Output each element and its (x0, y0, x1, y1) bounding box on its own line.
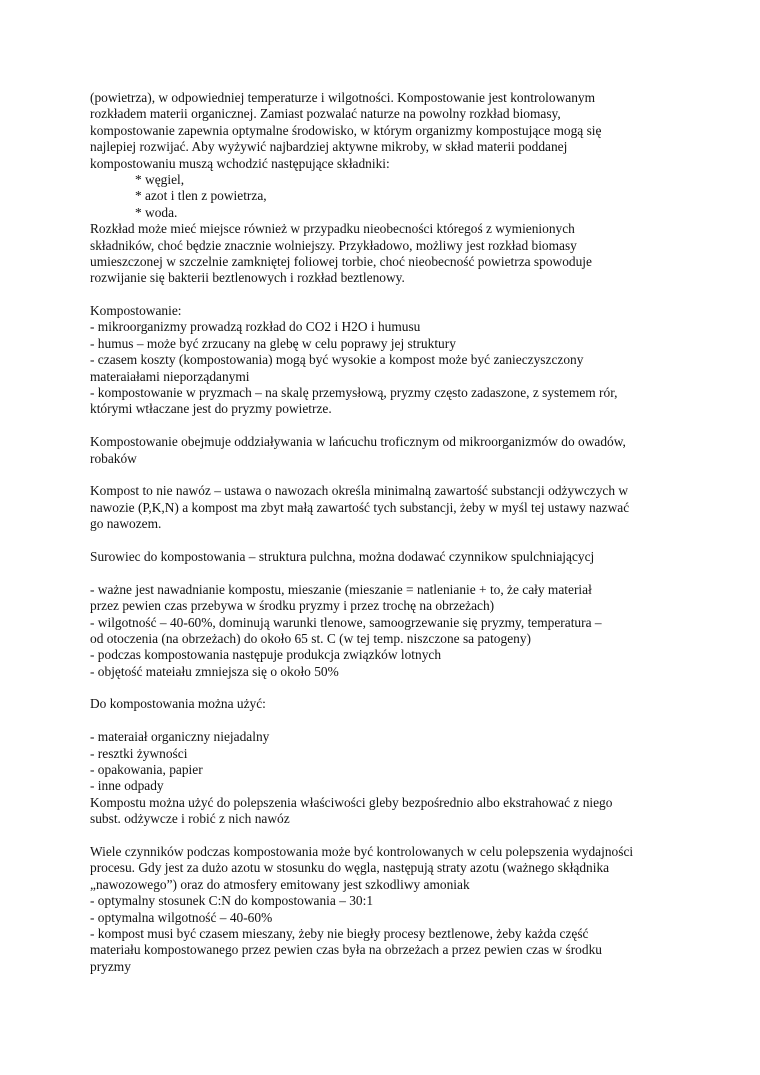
text-line: - materaiał organiczny niejadalny (90, 729, 270, 745)
text-line: - kompost musi być czasem mieszany, żeby nie biegły procesy beztlenowe, żeby każda część (90, 925, 589, 941)
text-line: którymi wtłaczane jest do pryzmy powietrze. (90, 401, 332, 417)
text-line: Do kompostowania można użyć: (90, 696, 266, 712)
text-line: Kompost to nie nawóz – ustawa o nawozach określa minimalną zawartość substancji odżywczych w (90, 483, 629, 499)
text-line: - ważne jest nawadnianie kompostu, mieszanie (mieszanie = natlenianie + to, że cały materiał (90, 581, 592, 597)
text-line: pryzmy (90, 958, 131, 974)
document-page (90, 90, 680, 975)
text-line: rozwijanie się bakterii beztlenowych i rozkład beztlenowy. (90, 270, 405, 286)
text-line: - mikroorganizmy prowadzą rozkład do CO2 i H2O i humusu (90, 319, 421, 335)
paragraph-gap (90, 467, 680, 483)
text-line: - czasem koszty (kompostowania) mogą być wysokie a kompost może być zanieczyszczony (90, 352, 584, 368)
text-line: - optymalna wilgotność – 40-60% (90, 909, 273, 925)
paragraph-gap (90, 713, 680, 729)
paragraph-gap (90, 565, 680, 581)
text-line: nawozie (P,K,N) a kompost ma zbyt małą zawartość tych substancji, żeby w myśl tej ustawy nazwać (90, 499, 630, 515)
list-item: * woda. (135, 204, 178, 220)
text-line: rozkładem materii organicznej. Zamiast pozwalać naturze na powolny rozkład biomasy, (90, 106, 561, 122)
paragraph-gap (90, 680, 680, 696)
list-item: * azot i tlen z powietrza, (135, 188, 267, 204)
text-line: - wilgotność – 40-60%, dominują warunki tlenowe, samoogrzewanie się pryzmy, temperatura – (90, 614, 602, 630)
text-line: Rozkład może mieć miejsce również w przypadku nieobecności któregoś z wymienionych (90, 221, 575, 237)
text-line: „nawozowego”) oraz do atmosfery emitowany jest szkodliwy amoniak (90, 876, 470, 892)
text-line: materiału kompostowanego przez pewien czas była na obrzeżach a przez pewien czas w środku (90, 942, 602, 958)
text-line: - opakowania, papier (90, 762, 203, 778)
paragraph-gap (90, 287, 680, 303)
list-item: * węgiel, (135, 171, 185, 187)
paragraph-gap (90, 828, 680, 844)
text-line: kompostowanie zapewnia optymalne środowisko, w którym organizmy kompostujące mogą się (90, 122, 602, 138)
text-line: Surowiec do kompostowania – struktura pulchna, można dodawać czynnikow spulchniającycj (90, 548, 595, 564)
text-line: subst. odżywcze i robić z nich nawóz (90, 811, 290, 827)
paragraph-gap (90, 418, 680, 434)
text-line: - kompostowanie w pryzmach – na skalę przemysłową, pryzmy często zadaszone, z systemem rór, (90, 385, 618, 401)
text-line: Kompostu można użyć do polepszenia właściwości gleby bezpośrednio albo ekstrahować z niego (90, 794, 613, 810)
text-line: Kompostowanie obejmuje oddziaływania w lańcuchu troficznym od mikroorganizmów do owadów, (90, 434, 626, 450)
text-line: - optymalny stosunek C:N do kompostowania – 30:1 (90, 893, 374, 909)
text-line: go nawozem. (90, 516, 162, 532)
text-line: składników, choć będzie znacznie wolniejszy. Przykładowo, możliwy jest rozkład biomasy (90, 237, 577, 253)
text-line: najlepiej rozwijać. Aby wyżywić najbardziej aktywne mikroby, w skład materii poddanej (90, 139, 568, 155)
text-line: - humus – może być zrzucany na glebę w celu poprawy jej struktury (90, 335, 456, 351)
text-line: - inne odpady (90, 778, 164, 794)
text-line: - podczas kompostowania następuje produkcja związków lotnych (90, 647, 442, 663)
text-line: materaiałami nieporządanymi (90, 368, 250, 384)
text-line: Kompostowanie: (90, 303, 182, 319)
text-line: robaków (90, 450, 137, 466)
text-line: procesu. Gdy jest za dużo azotu w stosunku do węgla, następują straty azotu (ważnego skłądnika (90, 860, 610, 876)
text-line: od otoczenia (na obrzeżach) do około 65 st. C (w tej temp. niszczone sa patogeny) (90, 630, 531, 646)
text-line: Wiele czynników podczas kompostowania może być kontrolowanych w celu polepszenia wydajności (90, 843, 634, 859)
text-line: - resztki żywności (90, 745, 188, 761)
text-line: (powietrza), w odpowiedniej temperaturze i wilgotności. Kompostowanie jest kontrolowanym (90, 90, 595, 105)
paragraph-gap (90, 533, 680, 549)
text-line: kompostowaniu muszą wchodzić następujące składniki: (90, 155, 390, 171)
text-line: umieszczonej w szczelnie zamkniętej foliowej torbie, choć nieobecność powietrza spowoduje (90, 253, 592, 269)
text-line: - objętość mateiału zmniejsza się o około 50% (90, 663, 339, 679)
text-line: przez pewien czas przebywa w środku pryzmy i przez trochę na obrzeżach) (90, 598, 495, 614)
